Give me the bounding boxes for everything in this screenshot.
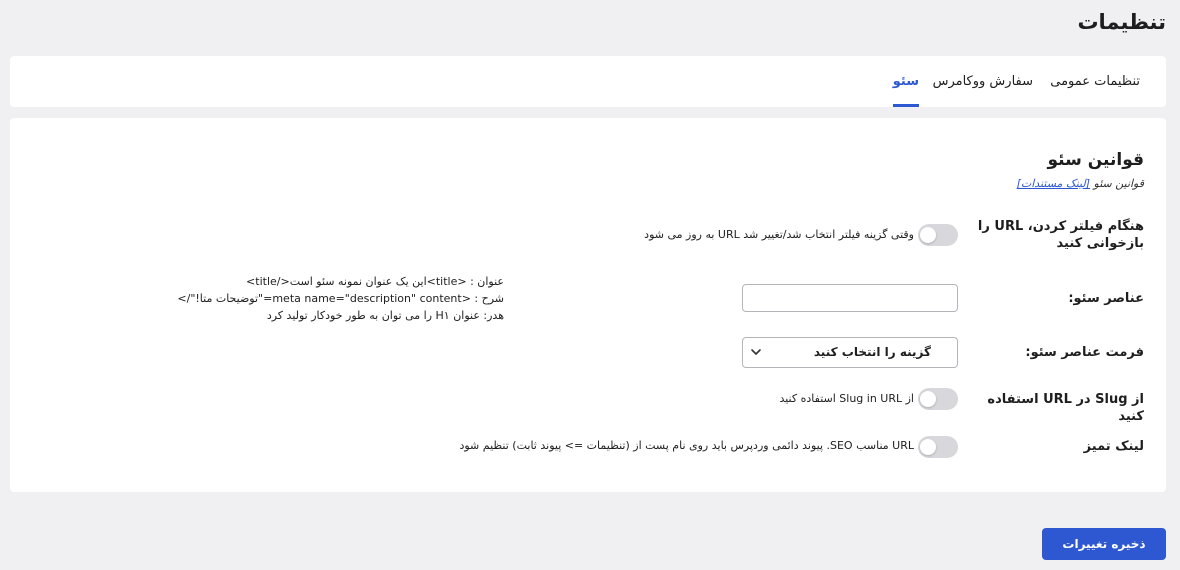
tab-woocommerce-order[interactable]: سفارش ووکامرس — [932, 74, 1033, 89]
seo-elements-label: عناصر سئو: — [1068, 291, 1144, 306]
reload-url-description: وقتی گزینه فیلتر انتخاب شد/تغییر شد URL به روز می شود — [644, 228, 914, 241]
toggle-knob — [920, 227, 936, 243]
toggle-knob — [920, 391, 936, 407]
section-title: قوانین سئو — [1047, 150, 1144, 170]
page-title: تنظیمات — [1077, 10, 1166, 34]
seo-format-label: فرمت عناصر سئو: — [1025, 345, 1144, 360]
section-description-text: قوانین سئو — [1093, 177, 1144, 190]
slug-in-url-toggle[interactable] — [918, 388, 958, 410]
tabs-bar — [10, 56, 1166, 107]
slug-in-url-description: از Slug in URL استفاده کنید — [779, 392, 914, 405]
seo-settings-card — [10, 118, 1166, 492]
tab-seo[interactable]: سئو — [893, 56, 919, 107]
tab-general-settings[interactable]: تنظیمات عمومی — [1050, 74, 1140, 89]
seo-format-select[interactable] — [742, 337, 958, 368]
hint-line-header: هدر: عنوان H۱ را می توان به طور خودکار تولید کرد — [266, 309, 504, 322]
section-description — [1017, 177, 1144, 190]
reload-url-toggle[interactable] — [918, 224, 958, 246]
reload-url-label: هنگام فیلتر کردن، URL را بازخوانی کنید — [977, 219, 1144, 251]
docs-link[interactable]: [لینک مستندات] — [1016, 177, 1091, 190]
seo-elements-hint — [177, 273, 504, 324]
seo-format-selected-value: گزینه را انتخاب کنید — [813, 345, 931, 359]
clean-link-description: URL مناسب SEO. پیوند دائمی وردپرس باید روی نام پست از (تنظیمات => پیوند ثابت) تنظیم شود — [459, 439, 914, 452]
toggle-knob — [920, 439, 936, 455]
hint-line-title: عنوان : <title>این یک عنوان نمونه سئو است</title> — [246, 275, 504, 288]
seo-elements-input[interactable] — [742, 284, 958, 312]
clean-link-label: لینک تمیز — [1083, 439, 1144, 454]
hint-line-description: شرح : <meta name="description" content="توضیحات متا!"/> — [177, 292, 504, 305]
chevron-down-icon — [750, 346, 762, 358]
clean-link-toggle[interactable] — [918, 436, 958, 458]
save-changes-button[interactable]: ذخیره تغییرات — [1042, 528, 1166, 560]
slug-in-url-label: از Slug در URL استفاده کنید — [987, 392, 1144, 424]
